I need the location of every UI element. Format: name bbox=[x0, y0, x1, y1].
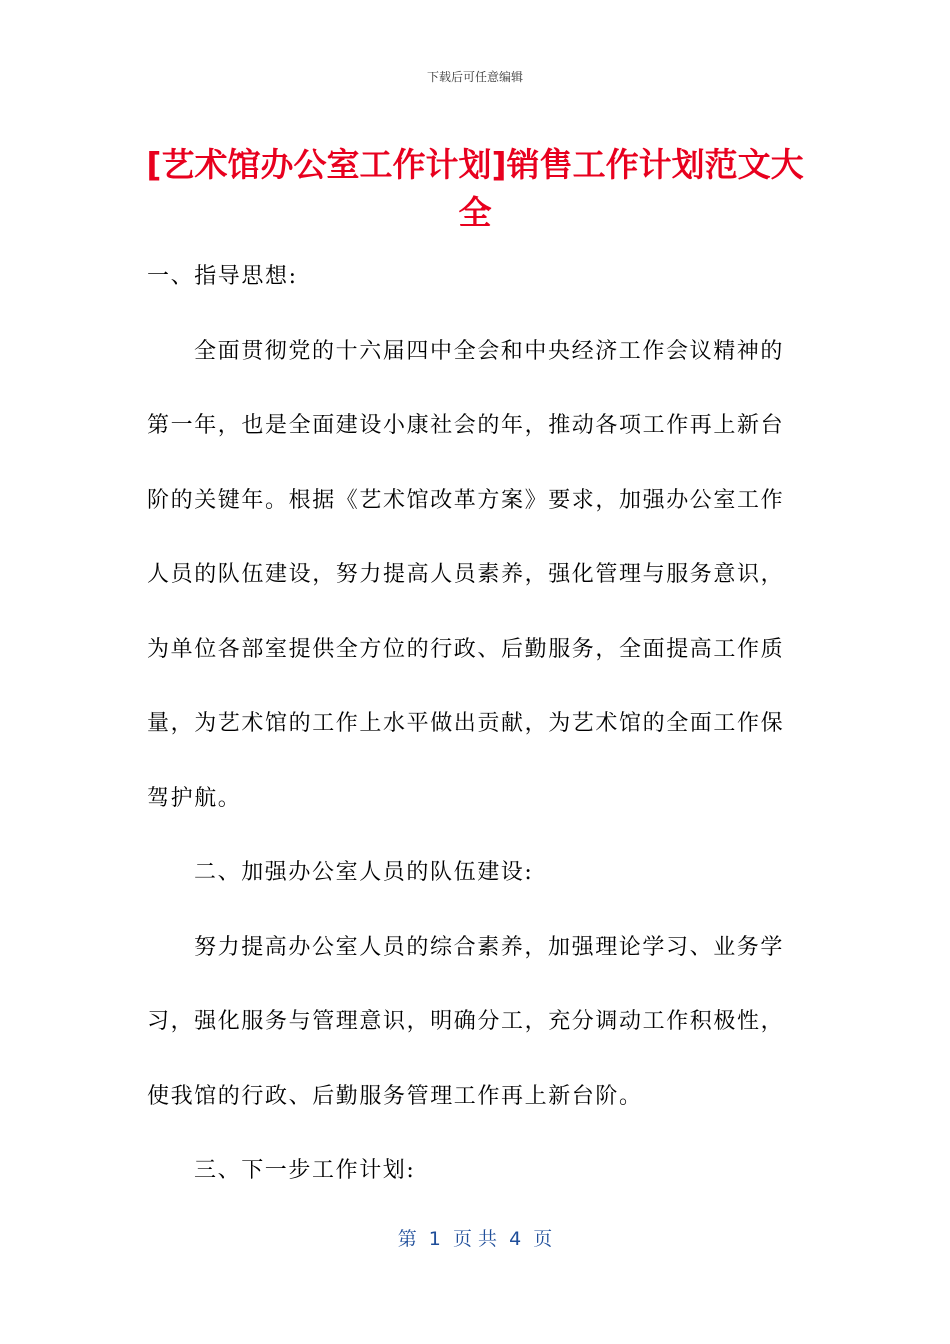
page-number: 第 1 页 共 4 页 bbox=[397, 1228, 553, 1250]
paragraph-guiding-thought: 全面贯彻党的十六届四中全会和中央经济工作会议精神的第一年，也是全面建设小康社会的年，推动各项工作再上新台阶的关键年。根据《艺术馆改革方案》要求，加强办公室工作人员的队伍建设，努力提高人员素养，强化管理与服务意识，为单位各部室提供全方位的行政、后勤服务，全面提高工作质量，为艺术馆的工作上水平做出贡献，为艺术馆的全面工作保驾护航。 bbox=[147, 338, 785, 811]
section-heading-2: 二、加强办公室人员的队伍建设: bbox=[194, 860, 534, 885]
document-title: [艺术馆办公室工作计划]销售工作计划范文大全 bbox=[146, 145, 804, 232]
header-note: 下载后可任意编辑 bbox=[426, 70, 523, 84]
document-body bbox=[147, 240, 793, 1209]
paragraph-team-building: 努力提高办公室人员的综合素养，加强理论学习、业务学习，强化服务与管理意识，明确分工，充分调动工作积极性，使我馆的行政、后勤服务管理工作再上新台阶。 bbox=[147, 934, 785, 1109]
section-heading-1: 一、指导思想: bbox=[147, 264, 298, 289]
section-heading-3: 三、下一步工作计划: bbox=[194, 1158, 416, 1183]
